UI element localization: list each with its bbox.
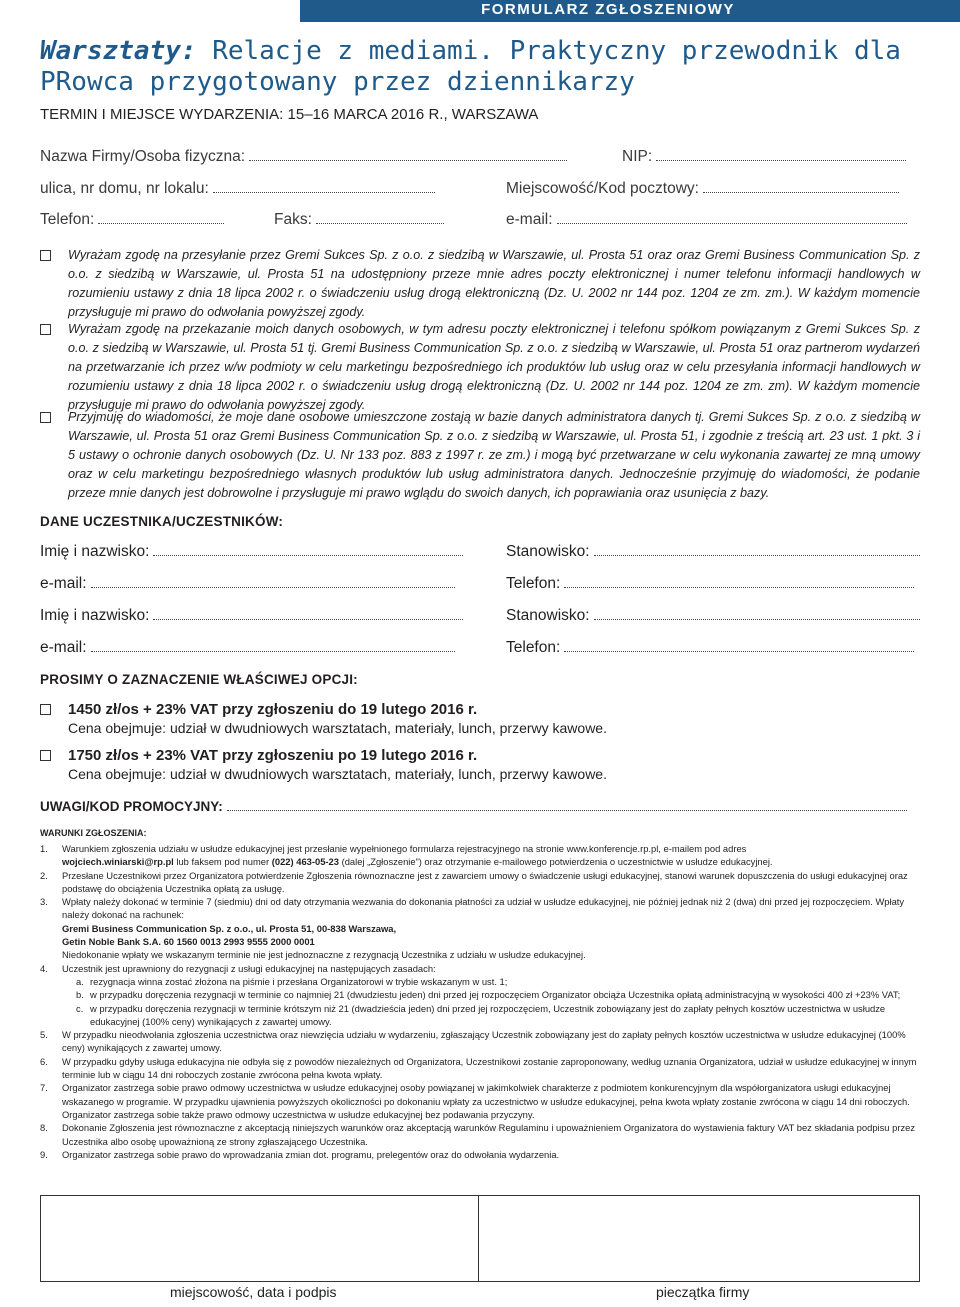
signature-boxes [40,1195,920,1282]
option-checkbox[interactable] [40,750,51,761]
option-price: 1450 zł/os + 23% VAT przy zgłoszeniu do 19 lutego 2016 r. [68,701,478,718]
participant-1-position-field[interactable] [506,543,920,561]
participant-1-email-field[interactable] [40,575,455,593]
email-label: e-mail: [40,575,87,592]
fax-line[interactable] [316,211,444,224]
participant-1-phone-field[interactable] [506,575,914,593]
signature-label: miejscowość, data i podpis [170,1284,337,1300]
company-email-field[interactable] [506,211,907,229]
email-line[interactable] [91,639,455,652]
participant-2-phone-field[interactable] [506,639,914,657]
option-desc: Cena obejmuje: udział w dwudniowych warsztatach, materiały, lunch, przerwy kawowe. [68,766,607,782]
phone-line[interactable] [564,575,914,588]
nip-line[interactable] [656,148,906,161]
term-item: 7. Organizator zastrzega sobie prawo odmowy uczestnictwa w usłudze edukacyjnej osoby powiązanej w jakimkolwiek charakterze z podmiotem konkurencyjnym dla współorganizatora usługi edukacyjnej wskazanego w programie. W przypadku ujawnienia powyższych okoliczności po dokonaniu wpłaty za uczestnictwo w usłudze edukacyjnej, pełna kwota wpłaty zostanie zwrócona w ciągu 14 dni roboczych. Organizator zastrzega sobie także prawo odmowy uczestnictwa w usłudze edukacyjnej bez podawania przyczyny. [40,1082,910,1120]
consent-text: Przyjmuję do wiadomości, że moje dane osobowe umieszczone zostają w bazie danych administratora danych tj. Gremi Sukces Sp. z o.o. z siedzibą w Warszawie, ul. Prosta 51 oraz Gremi Business Communication Sp. z o.o. z siedzibą w Warszawie, ul. Prosta 51, i zgodnie z treścią art. 23 ust. 1 pkt. 3 i 5 ustawy o ochronie danych osobowych (Dz. U. Nr 133 poz. 883 z 1997 r. ze zm.) i mogą być przetwarzane w celu wykonania zawartej ze mną umowy oraz w celu marketingu bezpośredniego własnych produktów lub usług administratora danych. Jednocześnie przyjmuję do wiadomości, że podanie przeze mnie danych jest dobrowolne i przysługuje mi prawo wglądu do swoich danych, ich poprawiania oraz usunięcia z bazy. [68,410,920,500]
participant-1-name-field[interactable] [40,543,463,561]
stamp-label: pieczątka firmy [656,1284,750,1300]
consent-checkbox[interactable] [40,412,51,423]
company-email-label: e-mail: [506,211,553,228]
position-line[interactable] [594,607,920,620]
position-line[interactable] [594,543,920,556]
event-title-text: Relacje z mediami. Praktyczny przewodnik dla PRowca przygotowany przez dziennikarzy [40,36,901,97]
term-item: 2. Przesłane Uczestnikowi przez Organizatora potwierdzenie Zgłoszenia równoznaczne jest z zawarciem umowy o świadczenie usługi edukacyjnej, stanowi warunek dopuszczenia do usługi edukacyjnej oraz podstawę do obciążenia Uczestnika opłatą za usługę. [40,869,908,894]
nip-label: NIP: [622,148,653,165]
participant-2-name-field[interactable] [40,607,463,625]
street-field[interactable] [40,180,435,198]
consent-checkbox[interactable] [40,250,51,261]
term-subitem: c. w przypadku doręczenia rezygnacji w terminie krótszym niż 21 (dwadzieścia jeden) dni przed jej rozpoczęciem, Uczestnik zobowiązany jest do zapłaty pełnych kosztów uczestnictwa w usłudze edukacyjnej (100% ceny) wynikających z zawartej umowy. [76,1002,886,1027]
name-label: Imię i nazwisko: [40,543,150,560]
company-phone-field[interactable] [40,211,224,229]
option-desc: Cena obejmuje: udział w dwudniowych warsztatach, materiały, lunch, przerwy kawowe. [68,720,607,736]
terms-heading: WARUNKI ZGŁOSZENIA: [40,828,147,838]
bank-account: Getin Noble Bank S.A. 60 1560 0013 2993 9555 2000 0001 [62,936,315,948]
term-subitem: b. w przypadku doręczenia rezygnacji w terminie co najmniej 21 (dwudziestu jeden) dni przed jej rozpoczęciem Organizator obciąża Uczestnika opłatą administracyjną w wysokości 400 zł +23% VAT; [76,989,901,1001]
box-divider [478,1196,479,1281]
consent-text: Wyrażam zgodę na przesyłanie przez Gremi Sukces Sp. z o.o. z siedzibą w Warszawie, ul. Prosta 51 oraz oraz Gremi Business Communication Sp. z o.o. z siedzibą w Warszawie, ul. Prosta 51 na udostępniony przeze mnie adres poczty elektronicznej i numer telefonu informacji handlowych w rozumieniu ustawy z dnia 18 lipca 2002 r. o świadczeniu usług drogą elektroniczną (Dz. U. 2002 nr 144 poz. 1204 ze zm. zm.). W każdym momencie przysługuje mi prawo do odwołania powyższej zgody. [68,248,920,319]
email-line[interactable] [91,575,455,588]
consent-text: Wyrażam zgodę na przekazanie moich danych osobowych, w tym adresu poczty elektronicznej i telefonu spółkom powiązanym z Gremi Sukces Sp. z o.o. z siedzibą w Warszawie, ul. Prosta 51 tj. Gremi Business Communication Sp. z o.o. z siedzibą w Warszawie, ul. Prosta 51 oraz partnerom wydarzeń na przetwarzanie ich przez w/w podmioty w celu marketingu bezpośredniego ich produktów lub usług oraz w celu przesyłania informacji handlowych w rozumieniu ustawy z dnia 18 lipca 2002 r. o świadczeniu usług drogą elektroniczną (Dz. U. 2002 nr 144 poz. 1204 ze zm. zm). W każdym momencie przysługuje mi prawo do odwołania powyższej zgody. [68,322,920,412]
city-label: Miejscowość/Kod pocztowy: [506,180,699,197]
company-name-line[interactable] [249,148,567,161]
email-label: e-mail: [40,639,87,656]
name-line[interactable] [153,607,463,620]
event-title [40,36,920,98]
term-item: 6. W przypadku gdyby usługa edukacyjna nie odbyła się z powodów niezależnych od Organizatora, Uczestnikowi zostanie zaproponowany, według uznania Organizatora, udział w usłudze edukacyjnej w innym terminie lub w ciągu 14 dni roboczych zostanie zwrócona pełna kwota wpłaty. [40,1055,917,1081]
term-item: 1. Warunkiem zgłoszenia udziału w usłudze edukacyjnej jest przesłanie wypełnionego formularza rejestracyjnego na stronie www.konferencje.rp.pl, e-mailem pod adres wojciech.winiarski@rp.pl lub faksem pod numer (022) 463-05-23 (dalej „Zgłoszenie”) oraz otrzymanie e-mailowego potwierdzenia o uczestnictwie w usłudze edukacyjnej. [40,843,773,868]
city-field[interactable] [506,180,899,198]
street-line[interactable] [213,180,435,193]
event-title-prefix: Warsztaty: [40,36,197,66]
participant-2-position-field[interactable] [506,607,920,625]
fax-field[interactable] [274,211,444,229]
position-label: Stanowisko: [506,543,590,560]
contact-fax: (022) 463-05-23 [271,856,339,868]
term-item: 3. Wpłaty należy dokonać w terminie 7 (siedmiu) dni od daty otrzymania wezwania do dokonania płatności za udział w usłudze edukacyjnej, nie później jednak niż 2 (dwa) dni przed jej rozpoczęciem. Wpłaty należy dokonać na rachunek: Gremi Business Communication Sp. z o.o., ul. Prosta 51, 00-838 Warszawa, Getin Noble Bank S.A. 60 1560 0013 2993 9555 2000 0001 Niedokonanie wpłaty we wskazanym terminie nie jest jednoznaczne z rezygnacją Uczestnika z udziału w usłudze edukacyjnej. [40,896,905,961]
phone-label: Telefon: [506,575,561,592]
participants-heading: DANE UCZESTNIKA/UCZESTNIKÓW: [40,514,284,529]
term-item: 4. Uczestnik jest uprawniony do rezygnacji z usługi edukacyjnej na następujących zasadach: a. rezygnacja winna zostać złożona na piśmie i przesłana Organizatorowi w trybie wskazanym w ust. 1; b. w przypadku doręczenia rezygnacji w terminie co najmniej 21 (dwudziestu jeden) dni przed jej rozpoczęciem Organizator obciąża Uczestnika opłatą administracyjną w wysokości 400 zł +23% VAT; c. w przypadku doręczenia rezygnacji w terminie krótszym niż 21 (dwadzieścia jeden) dni przed jej rozpoczęciem, Uczestnik zobowiązany jest do zapłaty pełnych kosztów uczestnictwa w usłudze edukacyjnej (100% ceny) wynikających z zawartej umowy. [40,962,920,1028]
consent-data-transfer [40,320,920,415]
header-bar [0,0,960,22]
remarks-label: UWAGI/KOD PROMOCYJNY: [40,799,223,814]
event-date-place: TERMIN I MIEJSCE WYDARZENIA: 15–16 MARCA 2016 R., WARSZAWA [40,106,539,123]
option-price: 1750 zł/os + 23% VAT przy zgłoszeniu po 19 lutego 2016 r. [68,747,478,764]
company-email-line[interactable] [557,211,907,224]
terms-list [40,842,920,1161]
fax-label: Faks: [274,211,312,228]
name-line[interactable] [153,543,463,556]
remarks-field[interactable] [40,798,907,814]
consent-marketing [40,246,920,322]
remarks-line[interactable] [227,798,907,811]
term-item: 5. W przypadku nieodwołania zgłoszenia uczestnictwa oraz niewzięcia udziału w wydarzeniu, zgłaszający Uczestnik zobowiązany jest do zapłaty pełnych kosztów uczestnictwa w usłudze edukacyjnej (100% ceny) wynikających z zawartej umowy. [40,1029,906,1054]
contact-email[interactable]: wojciech.winiarski@rp.pl [62,856,174,868]
nip-field[interactable] [622,148,906,166]
consent-data-processing [40,408,920,503]
term-item: 8. Dokonanie Zgłoszenia jest równoznaczne z akceptacją niniejszych warunków oraz akceptacją warunków Regulaminu i upoważnieniem Organizatora do wystawienia faktury VAT bez składania podpisu przez Uczestnika albo osobę upoważnioną ze strony zgłaszającego Uczestnika. [40,1122,916,1147]
company-phone-line[interactable] [98,211,224,224]
term-subitem: a. rezygnacja winna zostać złożona na piśmie i przesłana Organizatorowi w trybie wskazanym w ust. 1; [76,975,508,987]
position-label: Stanowisko: [506,607,590,624]
company-phone-label: Telefon: [40,211,95,228]
city-line[interactable] [703,180,899,193]
company-name-field[interactable] [40,148,567,166]
options-heading: PROSIMY O ZAZNACZENIE WŁAŚCIWEJ OPCJI: [40,672,358,687]
consent-checkbox[interactable] [40,324,51,335]
phone-label: Telefon: [506,639,561,656]
form-title: FORMULARZ ZGŁOSZENIOWY [481,1,735,18]
option-early[interactable] [40,700,920,738]
bank-recipient: Gremi Business Communication Sp. z o.o., ul. Prosta 51, 00-838 Warszawa, [62,922,397,934]
participant-2-email-field[interactable] [40,639,455,657]
option-late[interactable] [40,746,920,784]
term-item: 9. Organizator zastrzega sobie prawo do wprowadzania zmian dot. programu, prelegentów oraz do odwołania wydarzenia. [40,1148,560,1160]
phone-line[interactable] [564,639,914,652]
company-name-label: Nazwa Firmy/Osoba fizyczna: [40,148,245,165]
name-label: Imię i nazwisko: [40,607,150,624]
option-checkbox[interactable] [40,704,51,715]
street-label: ulica, nr domu, nr lokalu: [40,180,209,197]
